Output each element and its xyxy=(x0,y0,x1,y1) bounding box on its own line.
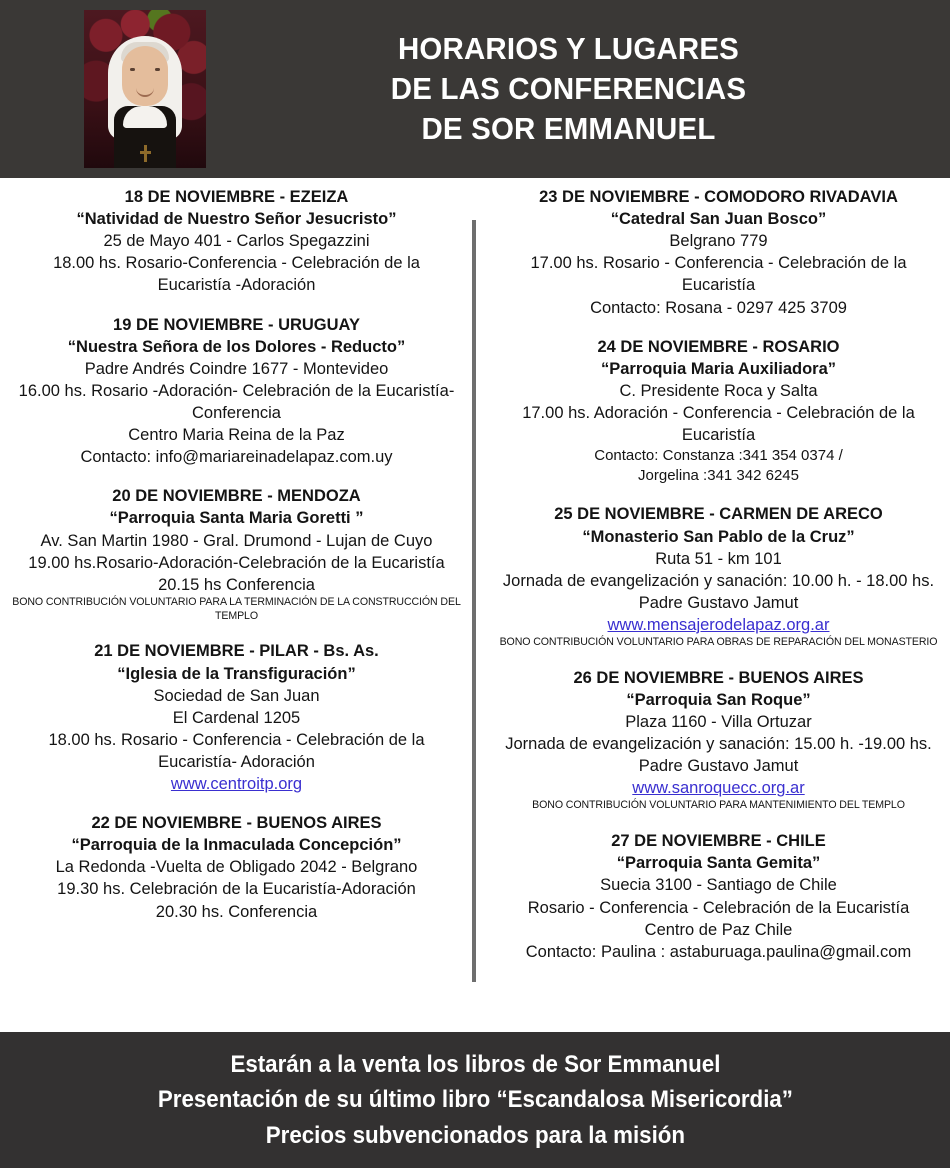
event-detail-line: “Nuestra Señora de los Dolores - Reducto” xyxy=(67,337,406,356)
event-detail-line: Belgrano 779 xyxy=(669,232,768,251)
event-detail-line: “Parroquia Maria Auxiliadora” xyxy=(600,359,837,378)
event-heading: 24 DE NOVIEMBRE - ROSARIO xyxy=(597,337,840,356)
event-27-chile xyxy=(493,830,944,963)
event-heading: 19 DE NOVIEMBRE - URUGUAY xyxy=(113,315,360,334)
event-22-buenos-aires xyxy=(8,812,465,923)
page-title-line-2: DE LAS CONFERENCIAS xyxy=(390,70,747,106)
event-detail-line: 19.00 hs.Rosario-Adoración-Celebración de la Eucaristía xyxy=(28,553,445,572)
event-detail-line: Suecia 3100 - Santiago de Chile xyxy=(600,876,837,895)
event-heading: 27 DE NOVIEMBRE - CHILE xyxy=(611,832,826,851)
event-detail-line: Contacto: Paulina : astaburuaga.paulina@gmail.com xyxy=(525,942,912,961)
event-detail-line: Av. San Martin 1980 - Gral. Drumond - Lujan de Cuyo xyxy=(40,531,433,550)
event-detail-line: Sociedad de San Juan xyxy=(153,686,320,705)
event-detail-line: El Cardenal 1205 xyxy=(172,708,301,727)
event-detail-line: Eucaristía -Adoración xyxy=(157,276,316,295)
page-header xyxy=(0,0,950,178)
footer-line-3: Precios subvencionados para la misión xyxy=(265,1121,685,1149)
event-detail-line: Ruta 51 - km 101 xyxy=(655,549,782,568)
event-detail-line: Contacto: info@mariareinadelapaz.com.uy xyxy=(80,448,393,467)
event-detail-line: Rosario - Conferencia - Celebración de la Eucaristía xyxy=(527,898,910,917)
event-detail-line: 18.00 hs. Rosario - Conferencia - Celebración de la xyxy=(48,730,425,749)
footer-line-1: Estarán a la venta los libros de Sor Emmanuel xyxy=(230,1050,720,1078)
cross-icon-bar xyxy=(140,151,151,154)
event-detail-line: “Parroquia Santa Gemita” xyxy=(616,854,821,873)
event-detail-line: Centro Maria Reina de la Paz xyxy=(128,426,345,445)
event-detail-line: 17.00 hs. Rosario - Conferencia - Celebración de la Eucaristía xyxy=(530,254,907,295)
event-link[interactable]: www.centroitp.org xyxy=(170,775,303,794)
event-link[interactable]: www.mensajerodelapaz.org.ar xyxy=(607,615,830,634)
event-20-mendoza xyxy=(8,485,465,623)
schedule-column-right xyxy=(475,186,950,1032)
event-detail-line: BONO CONTRIBUCIÓN VOLUNTARIO PARA LA TERMINACIÓN DE LA CONSTRUCCIÓN DEL TEMPLO xyxy=(12,595,461,622)
event-heading: 25 DE NOVIEMBRE - CARMEN DE ARECO xyxy=(554,505,883,524)
event-detail-line: Centro de Paz Chile xyxy=(644,920,793,939)
footer-line-2: Presentación de su último libro “Escandalosa Misericordia” xyxy=(157,1086,793,1114)
event-detail-line: “Parroquia de la Inmaculada Concepción” xyxy=(71,836,402,855)
eye-left-shape xyxy=(130,68,135,71)
sor-emmanuel-photo xyxy=(84,10,206,168)
column-divider xyxy=(472,220,476,982)
event-detail-line: “Parroquia San Roque” xyxy=(626,690,811,709)
event-detail-line: BONO CONTRIBUCIÓN VOLUNTARIO PARA MANTENIMIENTO DEL TEMPLO xyxy=(532,799,905,812)
event-24-rosario xyxy=(493,336,944,487)
schedule-body xyxy=(0,178,950,1032)
event-25-carmen-de-areco xyxy=(493,503,944,649)
event-detail-line: La Redonda -Vuelta de Obligado 2042 - Belgrano xyxy=(55,858,418,877)
event-heading: 21 DE NOVIEMBRE - PILAR - Bs. As. xyxy=(94,642,379,661)
event-heading: 18 DE NOVIEMBRE - EZEIZA xyxy=(124,188,349,206)
page-title-line-1: HORARIOS Y LUGARES xyxy=(397,30,740,66)
event-heading: 26 DE NOVIEMBRE - BUENOS AIRES xyxy=(573,668,864,687)
event-detail-line: “Natividad de Nuestro Señor Jesucristo” xyxy=(76,210,397,229)
event-23-comodoro-rivadavia xyxy=(493,186,944,319)
event-detail-line: Conferencia xyxy=(192,403,281,422)
event-detail-line: Contacto: Rosana - 0297 425 3709 xyxy=(590,298,847,317)
event-heading: 22 DE NOVIEMBRE - BUENOS AIRES xyxy=(91,814,382,833)
event-detail-line: “Catedral San Juan Bosco” xyxy=(610,210,827,229)
event-detail-line: Jorgelina :341 342 6245 xyxy=(638,467,799,485)
page-title-line-3: DE SOR EMMANUEL xyxy=(421,111,716,147)
event-detail-line: C. Presidente Roca y Salta xyxy=(619,381,818,400)
event-detail-line: Contacto: Constanza :341 354 0374 / xyxy=(594,447,843,465)
event-detail-line: Eucaristía- Adoración xyxy=(158,752,315,771)
schedule-column-left xyxy=(0,186,475,1032)
event-detail-line: Padre Gustavo Jamut xyxy=(638,593,799,612)
page-title xyxy=(225,29,932,150)
event-detail-line: Eucaristía xyxy=(681,426,756,445)
event-detail-line: “Parroquia Santa Maria Goretti ” xyxy=(109,509,364,528)
event-detail-line: “Iglesia de la Transfiguración” xyxy=(117,664,356,683)
event-detail-line: Padre Gustavo Jamut xyxy=(638,757,799,776)
event-detail-line: 17.00 hs. Adoración - Conferencia - Celebración de la xyxy=(522,403,915,422)
page-footer xyxy=(0,1032,950,1168)
event-detail-line: 25 de Mayo 401 - Carlos Spegazzini xyxy=(103,232,370,251)
event-detail-line: 20.30 hs. Conferencia xyxy=(155,902,318,921)
event-detail-line: BONO CONTRIBUCIÓN VOLUNTARIO PARA OBRAS DE REPARACIÓN DEL MONASTERIO xyxy=(499,636,938,649)
event-detail-line: 19.30 hs. Celebración de la Eucaristía-Adoración xyxy=(57,880,416,899)
event-detail-line: 18.00 hs. Rosario-Conferencia - Celebración de la xyxy=(53,254,420,273)
event-link[interactable]: www.sanroquecc.org.ar xyxy=(632,779,805,798)
event-detail-line: “Monasterio San Pablo de la Cruz” xyxy=(582,527,855,546)
event-21-pilar xyxy=(8,640,465,795)
event-26-buenos-aires xyxy=(493,667,944,813)
event-detail-line: Padre Andrés Coindre 1677 - Montevideo xyxy=(84,359,389,378)
event-detail-line: Jornada de evangelización y sanación: 10.00 h. - 18.00 hs. xyxy=(502,571,935,590)
event-detail-line: Jornada de evangelización y sanación: 15.00 h. -19.00 hs. xyxy=(505,735,932,754)
event-heading: 23 DE NOVIEMBRE - COMODORO RIVADAVIA xyxy=(539,188,898,206)
event-18-ezeiza xyxy=(8,186,465,297)
event-detail-line: 20.15 hs Conferencia xyxy=(158,575,315,594)
event-19-uruguay xyxy=(8,314,465,469)
event-detail-line: Plaza 1160 - Villa Ortuzar xyxy=(625,713,812,732)
face-shape xyxy=(122,46,168,106)
event-detail-line: 16.00 hs. Rosario -Adoración- Celebración de la Eucaristía- xyxy=(18,381,455,400)
eye-right-shape xyxy=(155,68,160,71)
event-heading: 20 DE NOVIEMBRE - MENDOZA xyxy=(112,487,361,506)
